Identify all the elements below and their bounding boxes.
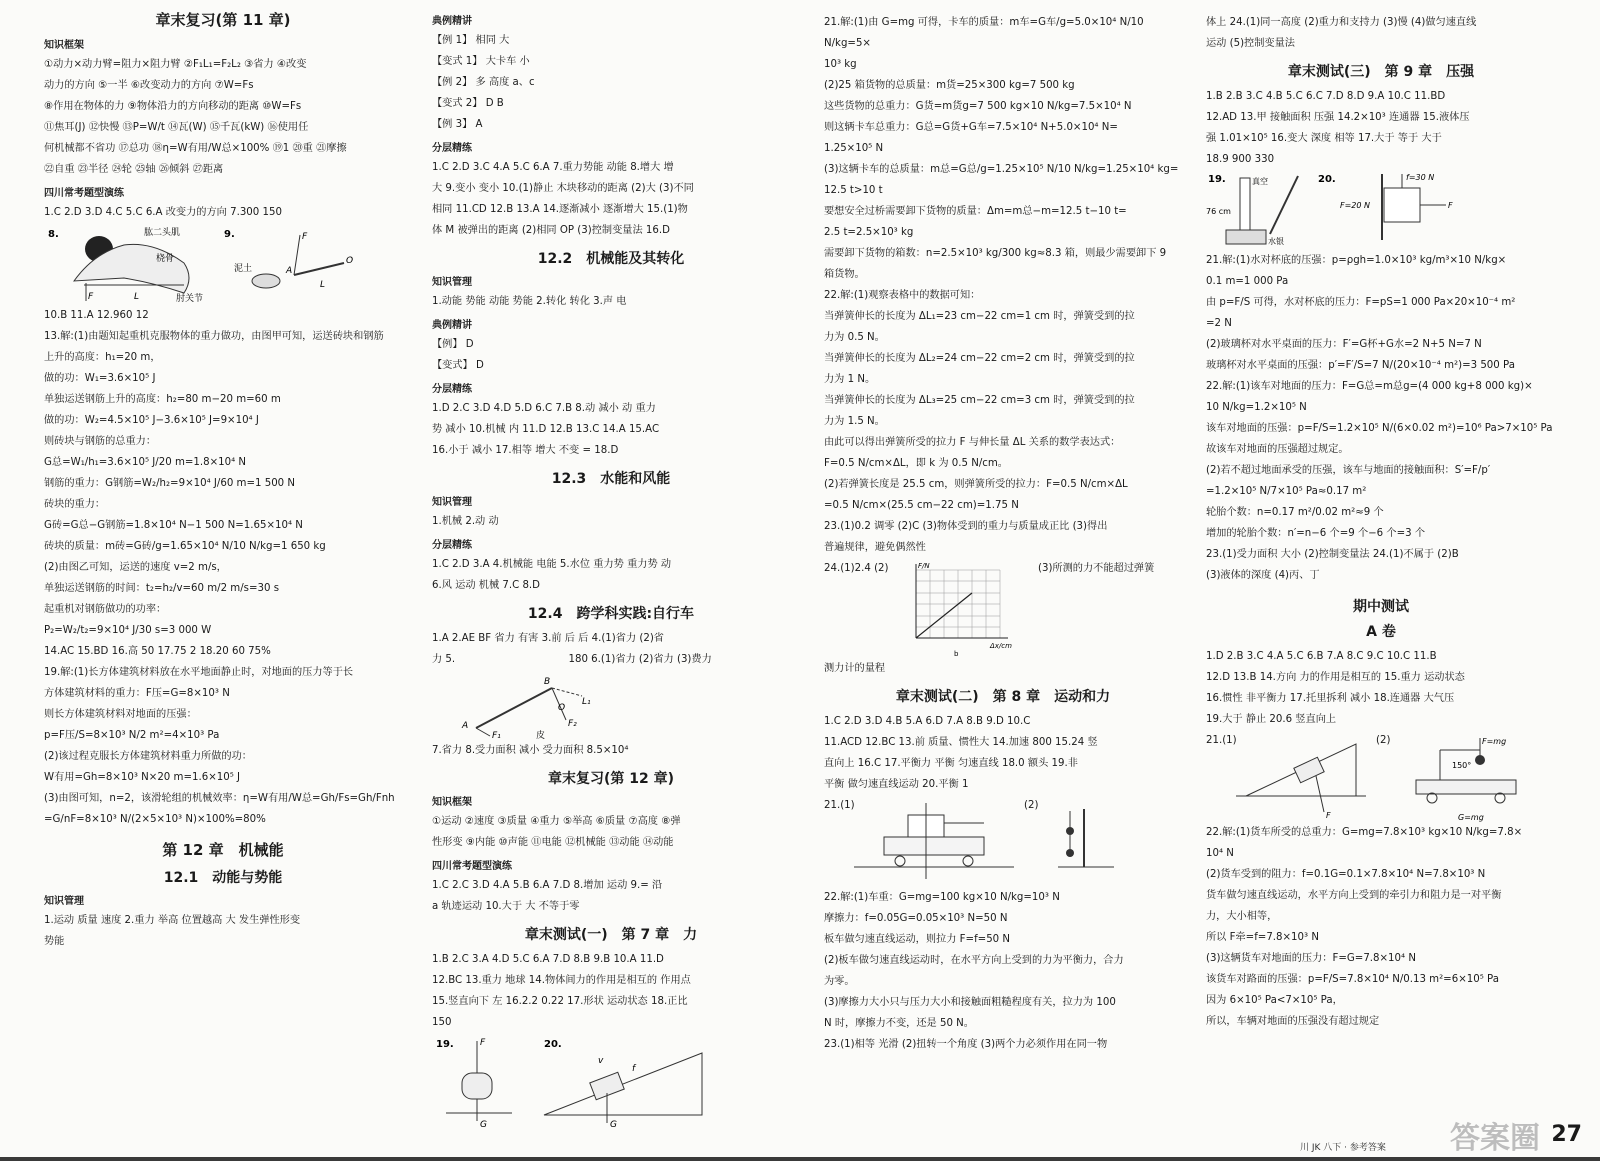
- text-line: 13.解:(1)由题知起重机克服物体的重力做功，由图甲可知，运送砖块和钢筋: [44, 331, 384, 342]
- arm-and-lever-figure: [44, 223, 402, 305]
- figure-label: F₂: [568, 719, 577, 729]
- figure-label: G: [480, 1120, 487, 1129]
- text-line: (3)这辆货车对地面的压力：F=G=7.8×10⁴ N: [1206, 953, 1416, 964]
- text-line: G总=W₁/h₁=3.6×10⁵ J/20 m=1.8×10⁴ N: [44, 457, 247, 468]
- text-line: 【变式 1】 大卡车 小: [432, 56, 530, 67]
- text-line: 1.C 2.C 3.D 4.A 5.B 6.A 7.D 8.增加 运动 9.= 沿: [432, 880, 663, 891]
- text-line: 6.风 运动 机械 7.C 8.D: [432, 580, 541, 591]
- fig-number: 20.: [1318, 174, 1336, 185]
- text-line: 22.解:(1)观察表格中的数据可知：: [824, 290, 981, 301]
- text-line: 1.B 2.B 3.C 4.B 5.C 6.C 7.D 8.D 9.A 10.C 11.BD: [1206, 91, 1446, 102]
- text-line: 力 5. 180 6.(1)省力 (2)省力 (3)费力: [432, 654, 712, 665]
- fig-number: 19.: [1208, 174, 1226, 185]
- text-line: 力为 1 N。: [824, 374, 876, 385]
- text-line: 21.(1): [824, 800, 855, 811]
- text-line: 【例 1】 相同 大: [432, 35, 510, 46]
- text-line: ⑧作用在物体的力 ⑨物体沿力的方向移动的距离 ⑩W=Fs: [44, 101, 302, 112]
- figure-label: L₁: [582, 697, 591, 707]
- text-line: 15.竖直向下 左 16.2.2 0.22 17.形状 运动状态 18.正比: [432, 996, 688, 1007]
- text-line: 何机械都不省功 ⑰总功 ⑱η=W有用/W总×100% ⑲1 ⑳重 ㉑摩擦: [44, 143, 347, 154]
- graph-block: [824, 558, 1182, 658]
- text-line: 上升的高度：h₁=20 m，: [44, 352, 161, 363]
- text-line: 该货车对路面的压强：p=F/S=7.8×10⁴ N/0.13 m²=6×10⁵ Pa: [1206, 974, 1499, 985]
- figure-label: A: [286, 266, 293, 276]
- text-line: 1.D 2.B 3.C 4.A 5.C 6.B 7.A 8.C 9.C 10.C 11.B: [1206, 651, 1437, 662]
- text-line: 板车做匀速直线运动，则拉力 F=f=50 N: [824, 934, 1011, 945]
- text-line: 1.C 2.D 3.D 4.C 5.C 6.A 改变力的方向 7.300 150: [44, 207, 282, 218]
- text-line: 相同 11.CD 12.B 13.A 14.逐渐减小 逐渐增大 15.(1)物: [432, 204, 688, 215]
- pressure-figures: [1206, 170, 1556, 250]
- section-title: 12.4 跨学科实践:自行车: [527, 606, 695, 622]
- figure-label: A: [462, 721, 469, 731]
- text-line: 【变式】 D: [432, 360, 484, 371]
- text-line: 砖块的质量：m砖=G砖/g=1.65×10⁴ N/10 N/kg=1 650 kg: [44, 541, 326, 552]
- text-line: 1.机械 2.动 动: [432, 516, 499, 527]
- subheading: 知识管理: [44, 896, 84, 907]
- text-line: 12.BC 13.重力 地球 14.物体间力的作用是相互的 作用点: [432, 975, 691, 986]
- section-title: 12.1 动能与势能: [163, 870, 283, 886]
- text-line: 起重机对钢筋做功的功率：: [44, 604, 167, 615]
- text-line: (2): [1024, 800, 1039, 811]
- cart-diagram: [844, 801, 1164, 885]
- text-line: 势能: [44, 936, 65, 947]
- text-line: 单独运送钢筋的时间：t₂=h₂/v=60 m/2 m/s=30 s: [44, 583, 280, 594]
- text-line: (3)这辆卡车的总质量：m总=G总/g=1.25×10⁵ N/10 N/kg=1.25×10⁴ kg=: [824, 164, 1179, 175]
- text-line: (2)该过程克服长方体建筑材料重力所做的功：: [44, 751, 252, 762]
- text-line: 运动 (5)控制变量法: [1206, 38, 1295, 49]
- text-line: 1.动能 势能 动能 势能 2.转化 转化 3.声 电: [432, 296, 627, 307]
- text-line: 16.小于 减小 17.相等 增大 不变 = 18.D: [432, 445, 619, 456]
- text-line: 14.AC 15.BD 16.高 50 17.75 2 18.20 60 75%: [44, 646, 271, 657]
- text-line: 10³ kg: [824, 59, 857, 70]
- text-line: 直向上 16.C 17.平衡力 平衡 匀速直线 18.0 额头 19.非: [824, 758, 1078, 769]
- cart-figures: [824, 795, 1182, 887]
- force-figures: [432, 1033, 790, 1129]
- figure-label: F: [88, 292, 94, 302]
- text-line: 力为 1.5 N。: [824, 416, 885, 427]
- axis-label: b: [954, 650, 959, 658]
- text-line: 体上 24.(1)同一高度 (2)重力和支持力 (3)慢 (4)做匀速直线: [1206, 17, 1477, 28]
- text-line: 钢筋的重力：G钢筋=W₂/h₂=9×10⁴ J/60 m=1 500 N: [44, 478, 296, 489]
- subheading: 四川常考题型演练: [432, 861, 512, 872]
- subheading: 知识管理: [432, 497, 472, 508]
- figure-label: 肘关节: [176, 294, 204, 304]
- fig-number: 8.: [48, 229, 59, 240]
- text-line: 因为 6×10⁵ Pa<7×10⁵ Pa，: [1206, 995, 1343, 1006]
- figure-label: F=20 N: [1340, 201, 1371, 210]
- text-line: 砖块的重力：: [44, 499, 106, 510]
- figure-label: F: [1326, 811, 1331, 820]
- text-line: 为零。: [824, 976, 855, 987]
- text-line: 势 减小 10.机械 内 11.D 12.B 13.C 14.A 15.AC: [432, 424, 660, 435]
- figure-label: F=mg: [1482, 737, 1507, 746]
- figure-label: 水银: [1268, 237, 1284, 246]
- section-title: 12.2 机械能及其转化: [537, 251, 685, 267]
- figure-label: G: [610, 1120, 617, 1129]
- text-line: 12.5 t>10 t: [824, 185, 883, 196]
- text-line: (2)货车受到的阻力：f=0.1G=0.1×7.8×10⁴ N=7.8×10³ N: [1206, 869, 1486, 880]
- text-line: 这些货物的总重力：G货=m货g=7 500 kg×10 N/kg=7.5×10⁴ N: [824, 101, 1132, 112]
- incline-diagram: [1226, 736, 1546, 822]
- text-line: =0.5 N/cm×(25.5 cm−22 cm)=1.75 N: [824, 500, 1019, 511]
- figure-label: F₁: [492, 731, 501, 740]
- fig-number: 19.: [436, 1039, 454, 1050]
- text-line: 增加的轮胎个数：n′=n−6 个=9 个−6 个=3 个: [1206, 528, 1426, 539]
- text-line: 1.C 2.D 3.A 4.机械能 电能 5.水位 重力势 重力势 动: [432, 559, 672, 570]
- text-line: =G/nF=8×10³ N/(2×5×10³ N)×100%=80%: [44, 814, 266, 825]
- figure-label: O: [558, 703, 566, 713]
- section-title: 章末测试(一) 第 7 章 力: [524, 927, 698, 943]
- subheading: 分层精练: [432, 384, 472, 395]
- figure-label: 76 cm: [1206, 207, 1231, 216]
- text-line: 强 1.01×10⁵ 16.变大 深度 相等 17.大于 等于 大于: [1206, 133, 1442, 144]
- text-line: 该车对地面的压强：p=F/S=1.2×10⁵ N/(6×0.02 m²)=10⁶ Pa>7×10⁵ Pa: [1206, 423, 1553, 434]
- text-line: 轮胎个数：n=0.17 m²/0.02 m²≈9 个: [1206, 507, 1384, 518]
- text-line: (2)若不超过地面承受的压强，该车与地面的接触面积：S′=F/p′: [1206, 465, 1491, 476]
- subheading: 典例精讲: [432, 16, 472, 27]
- text-line: 需要卸下货物的箱数：n=2.5×10³ kg/300 kg≈8.3 箱，则最少需要卸下 9: [824, 248, 1167, 259]
- text-line: 则长方体建筑材料对地面的压强：: [44, 709, 197, 720]
- section-title: 12.3 水能和风能: [551, 471, 671, 487]
- text-line: N 时，摩擦力不变，还是 50 N。: [824, 1018, 974, 1029]
- text-line: 19.大于 静止 20.6 竖直向上: [1206, 714, 1337, 725]
- text-line: 【例 3】 A: [432, 119, 483, 130]
- text-line: (3)摩擦力大小只与压力大小和接触面粗糙程度有关，拉力为 100: [824, 997, 1116, 1008]
- axis-label: F/N: [918, 562, 930, 570]
- text-line: 23.(1)0.2 调零 (2)C (3)物体受到的重力与质量成正比 (3)得出: [824, 521, 1108, 532]
- text-line: W有用=Gh=8×10³ N×20 m=1.6×10⁵ J: [44, 772, 241, 783]
- text-line: (3)由图可知，n=2，该滑轮组的机械效率：η=W有用/W总=Gh/Fs=Gh/Fnh: [44, 793, 395, 804]
- spring-force-graph: [894, 560, 1024, 658]
- text-line: (3)所测的力不能超过弹簧: [1038, 563, 1155, 574]
- subheading: 知识框架: [44, 40, 84, 51]
- subheading: 分层精练: [432, 540, 472, 551]
- text-line: (2)板车做匀速直线运动时，在水平方向上受到的力为平衡力，合力: [824, 955, 1124, 966]
- page-number: 27: [1551, 1122, 1582, 1147]
- text-line: 22.解:(1)车重：G=mg=100 kg×10 N/kg=10³ N: [824, 892, 1060, 903]
- text-line: 10⁴ N: [1206, 848, 1234, 859]
- text-line: 单独运送钢筋上升的高度：h₂=80 m−20 m=60 m: [44, 394, 281, 405]
- text-line: 1.A 2.AE BF 省力 有害 3.前 后 后 4.(1)省力 (2)省: [432, 633, 664, 644]
- text-line: 大 9.变小 变小 10.(1)静止 木块移动的距离 (2)大 (3)不同: [432, 183, 694, 194]
- fig-number: 20.: [544, 1039, 562, 1050]
- text-line: 则砖块与钢筋的总重力：: [44, 436, 157, 447]
- text-line: 1.B 2.C 3.A 4.D 5.C 6.A 7.D 8.B 9.B 10.A 11.D: [432, 954, 664, 965]
- figure-label: f: [632, 1064, 636, 1074]
- text-line: F=0.5 N/cm×ΔL，即 k 为 0.5 N/cm。: [824, 458, 1008, 469]
- text-line: (2): [1376, 735, 1391, 746]
- text-line: (2)若弹簧长度是 25.5 cm，则弹簧所受的拉力：F=0.5 N/cm×ΔL: [824, 479, 1128, 490]
- incline-cart-figures: [1206, 730, 1556, 822]
- figure-label: 肱二头肌: [144, 228, 181, 238]
- text-line: 12.D 13.B 14.方向 力的作用是相互的 15.重力 运动状态: [1206, 672, 1465, 683]
- column-2: [432, 0, 790, 1150]
- subheading: 四川常考题型演练: [44, 188, 124, 199]
- text-line: 玻璃杯对水平桌面的压强：p′=F′/S=7 N/(20×10⁻⁴ m²)=3 500 Pa: [1206, 360, 1515, 371]
- text-line: ⑪焦耳(J) ⑫快慢 ⑬P=W/t ⑭瓦(W) ⑮千瓦(kW) ⑯使用任: [44, 122, 309, 133]
- text-line: 23.(1)相等 光滑 (2)扭转一个角度 (3)两个力必须作用在同一物: [824, 1039, 1108, 1050]
- text-line: 动力的方向 ⑤一半 ⑥改变动力的方向 ⑦W=Fs: [44, 80, 254, 91]
- text-line: 【例】 D: [432, 339, 474, 350]
- text-line: 当弹簧伸长的长度为 ΔL₃=25 cm−22 cm=3 cm 时，弹簧受到的拉: [824, 395, 1135, 406]
- column-1: [44, 0, 402, 1150]
- figure-label: F: [302, 232, 308, 242]
- text-line: 力，大小相等，: [1206, 911, 1278, 922]
- text-line: G砖=G总−G钢筋=1.8×10⁴ N−1 500 N=1.65×10⁴ N: [44, 520, 303, 531]
- text-line: 22.解:(1)该车对地面的压力：F=G总=m总g=(4 000 kg+8 000 kg)×: [1206, 381, 1533, 392]
- text-line: P₂=W₂/t₂=9×10⁴ J/30 s=3 000 W: [44, 625, 212, 636]
- text-line: 2.5 t=2.5×10³ kg: [824, 227, 914, 238]
- section-title: 章末复习(第 12 章): [547, 771, 675, 787]
- text-line: 19.解:(1)长方体建筑材料放在水平地面静止时，对地面的压力等于长: [44, 667, 354, 678]
- text-line: 由 p=F/S 可得，水对杯底的压力：F=pS=1 000 Pa×20×10⁻⁴ m²: [1206, 297, 1516, 308]
- text-line: 1.D 2.C 3.D 4.D 5.D 6.C 7.B 8.动 减小 动 重力: [432, 403, 656, 414]
- text-line: 1.C 2.D 3.D 4.B 5.A 6.D 7.A 8.B 9.D 10.C: [824, 716, 1031, 727]
- column-3: [824, 0, 1182, 1150]
- text-line: p=F压/S=8×10³ N/2 m²=4×10³ Pa: [44, 730, 220, 741]
- text-line: 所以 F牵=f=7.8×10³ N: [1206, 932, 1319, 943]
- figure-label: f=30 N: [1406, 173, 1435, 182]
- text-line: 做的功：W₂=4.5×10⁵ J−3.6×10⁵ J=9×10⁴ J: [44, 415, 259, 426]
- text-line: 体 M 被弹出的距离 (2)相同 OP (3)控制变量法 16.D: [432, 225, 670, 236]
- text-line: 所以，车辆对地面的压强没有超过规定: [1206, 1016, 1380, 1027]
- text-line: 当弹簧伸长的长度为 ΔL₂=24 cm−22 cm=2 cm 时，弹簧受到的拉: [824, 353, 1135, 364]
- section-title: 章末测试(三) 第 9 章 压强: [1287, 64, 1475, 80]
- text-line: 测力计的量程: [824, 663, 886, 674]
- text-line: 23.(1)受力面积 大小 (2)控制变量法 24.(1)不属于 (2)B: [1206, 549, 1459, 560]
- text-line: ①动力×动力臂=阻力×阻力臂 ②F₁L₁=F₂L₂ ③省力 ④改变: [44, 59, 307, 70]
- figure-label: 真空: [1252, 177, 1268, 186]
- text-line: 性形变 ⑨内能 ⑩声能 ⑪电能 ⑫机械能 ⑬动能 ⑭动能: [432, 837, 674, 848]
- section-title: 章末测试(二) 第 8 章 运动和力: [895, 689, 1111, 705]
- text-line: 【例 2】 多 高度 a、c: [432, 77, 535, 88]
- text-line: (2)玻璃杯对水平桌面的压力：F′=G杯+G水=2 N+5 N=7 N: [1206, 339, 1482, 350]
- text-line: 11.ACD 12.BC 13.前 质量、惯性大 14.加速 800 15.24 竖: [824, 737, 1098, 748]
- figure-label: 皮: [536, 731, 546, 740]
- text-line: 24.(1)2.4 (2): [824, 563, 889, 574]
- text-line: 0.1 m=1 000 Pa: [1206, 276, 1289, 287]
- figure-label: 泥土: [234, 264, 253, 274]
- text-line: 18.9 900 330: [1206, 154, 1275, 165]
- text-line: 则这辆卡车总重力：G总=G货+G车=7.5×10⁴ N+5.0×10⁴ N=: [824, 122, 1118, 133]
- text-line: 10.B 11.A 12.960 12: [44, 310, 149, 321]
- text-line: 力为 0.5 N。: [824, 332, 885, 343]
- text-line: 当弹簧伸长的长度为 ΔL₁=23 cm−22 cm=1 cm 时，弹簧受到的拉: [824, 311, 1135, 322]
- subheading: 知识框架: [432, 797, 472, 808]
- fig-number: 9.: [224, 229, 235, 240]
- text-line: 方体建筑材料的重力：F压=G=8×10³ N: [44, 688, 230, 699]
- figure-label: F: [480, 1038, 486, 1048]
- text-line: 21.解:(1)由 G=mg 可得，卡车的质量：m车=G车/g=5.0×10⁴ N/10 N/kg=5×: [824, 17, 1147, 49]
- text-line: 普遍规律，避免偶然性: [824, 542, 926, 553]
- subsection-title: A 卷: [1366, 624, 1396, 640]
- text-line: 1.运动 质量 速度 2.重力 举高 位置越高 大 发生弹性形变: [44, 915, 301, 926]
- text-line: 故该车对地面的压强超过规定。: [1206, 444, 1349, 455]
- axis-label: Δx/cm: [990, 642, 1012, 650]
- text-line: ㉒自重 ㉓半径 ㉔轮 ㉕轴 ㉖倾斜 ㉗距离: [44, 164, 224, 175]
- text-line: 做的功：W₁=3.6×10⁵ J: [44, 373, 156, 384]
- text-line: 【变式 2】 D B: [432, 98, 504, 109]
- text-line: (2)25 箱货物的总质量：m货=25×300 kg=7 500 kg: [824, 80, 1075, 91]
- figure-label: B: [544, 677, 551, 687]
- section-title: 期中测试: [1353, 599, 1409, 615]
- figure-label: G=mg: [1458, 813, 1484, 822]
- text-line: 10 N/kg=1.2×10⁵ N: [1206, 402, 1307, 413]
- text-line: 要想安全过桥需要卸下货物的质量：Δm=m总−m=12.5 t−10 t=: [824, 206, 1127, 217]
- text-line: =1.2×10⁵ N/7×10⁵ Pa≈0.17 m²: [1206, 486, 1367, 497]
- chapter-title: 第 12 章 机械能: [162, 841, 284, 859]
- subheading: 知识管理: [432, 277, 472, 288]
- text-line: (3)液体的深度 (4)丙、丁: [1206, 570, 1320, 581]
- figure-label: L: [320, 280, 326, 290]
- figure-label: 150°: [1452, 761, 1472, 770]
- text-line: 7.省力 8.受力面积 减小 受力面积 8.5×10⁴: [432, 745, 629, 756]
- text-line: =2 N: [1206, 318, 1232, 329]
- text-line: 21.解:(1)水对杯底的压强：p=ρgh=1.0×10³ kg/m³×10 N/kg×: [1206, 255, 1507, 266]
- text-line: 箱货物。: [824, 269, 865, 280]
- text-line: ①运动 ②速度 ③质量 ④重力 ⑤举高 ⑥质量 ⑦高度 ⑧弹: [432, 816, 681, 827]
- section-title: 章末复习(第 11 章): [155, 11, 291, 29]
- figure-label: v: [598, 1056, 604, 1066]
- text-line: 1.25×10⁵ N: [824, 143, 884, 154]
- subheading: 典例精讲: [432, 320, 472, 331]
- text-line: 由此可以得出弹簧所受的拉力 F 与伸长量 ΔL 关系的数学表达式：: [824, 437, 1121, 448]
- figure-label: L: [134, 292, 140, 302]
- text-line: 22.解:(1)货车所受的总重力：G=mg=7.8×10³ kg×10 N/kg=7.8×: [1206, 827, 1523, 838]
- text-line: 21.(1): [1206, 735, 1237, 746]
- figure-label: O: [346, 256, 354, 266]
- text-line: 12.AD 13.甲 接触面积 压强 14.2×10³ 连通器 15.液体压: [1206, 112, 1470, 123]
- text-line: a 轨迹运动 10.大于 大 不等于零: [432, 901, 580, 912]
- figure-label: F: [1448, 201, 1453, 210]
- subheading: 分层精练: [432, 143, 472, 154]
- figure-label: 桡骨: [156, 254, 175, 264]
- bottom-rule: [0, 1157, 1600, 1161]
- watermark: 答案圈: [1450, 1121, 1540, 1156]
- text-line: 1.C 2.D 3.C 4.A 5.C 6.A 7.重力势能 动能 8.增大 增: [432, 162, 674, 173]
- bicycle-lever-figure: [432, 670, 790, 740]
- text-line: 货车做匀速直线运动，水平方向上受到的牵引力和阻力是一对平衡: [1206, 890, 1502, 901]
- column-4: [1206, 0, 1556, 1150]
- text-line: (2)由图乙可知，运送的速度 v=2 m/s，: [44, 562, 227, 573]
- text-line: 16.惯性 非平衡力 17.托里拆利 减小 18.连通器 大气压: [1206, 693, 1455, 704]
- footer-text: 川 JK 八下 · 参考答案: [1300, 1143, 1386, 1153]
- text-line: 摩擦力：f=0.05G=0.05×10³ N=50 N: [824, 913, 1008, 924]
- text-line: 平衡 做匀速直线运动 20.平衡 1: [824, 779, 969, 790]
- text-line: 150: [432, 1017, 452, 1028]
